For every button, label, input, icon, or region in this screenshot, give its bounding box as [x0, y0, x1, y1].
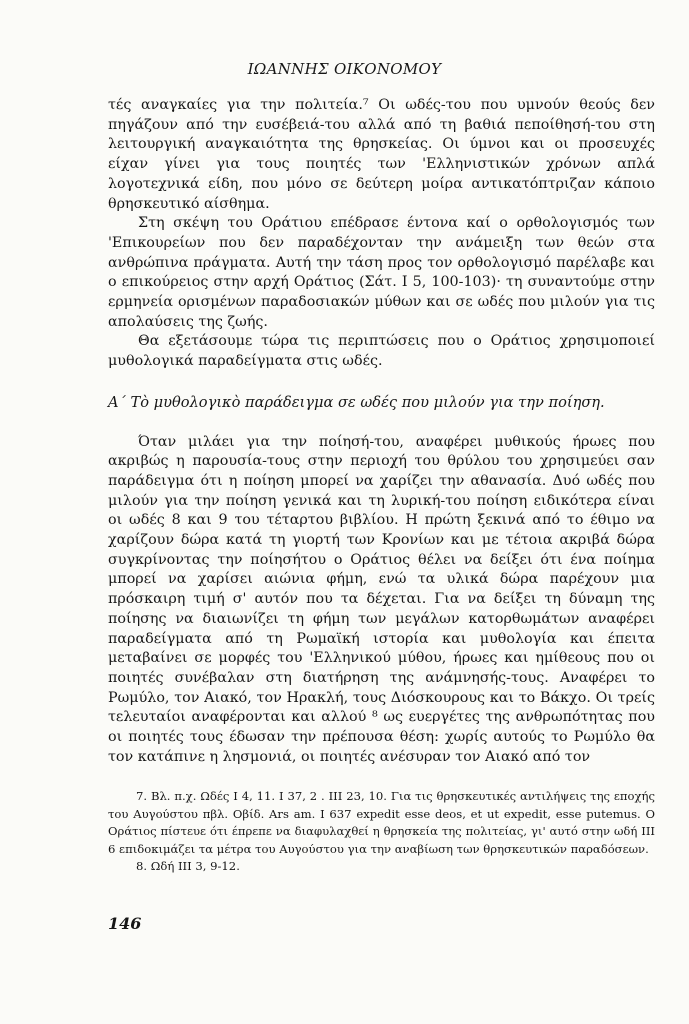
main-text [108, 96, 655, 768]
footnotes [108, 788, 655, 876]
section-heading: Α΄ Τὸ μυθολογικὸ παράδειγμα σε ωδές που μιλούν για την ποίηση. [108, 393, 605, 411]
page-number: 146 [108, 914, 142, 933]
footnote-8: 8. Ωδή ΙΙΙ 3, 9-12. [136, 859, 240, 873]
footnote-7: 7. Βλ. π.χ. Ωδές Ι 4, 11. Ι 37, 2 . ΙΙΙ 23, 10. Για τις θρησκευτικές αντιλήψεις της εποχής του Αυγούστου πβλ. Οβίδ. Ars am. Ι 637 expedit esse deos, et ut expedit, esse putemus. Ο Οράτιος πίστευε ότι έπρεπε να διαφυλαχθεί η θρησκεία της πολιτείας, γι' αυτό στην ωδή ΙΙΙ 6 επιδοκιμάζει τα μέτρα του Αυγούστου για την αναβίωση των θρησκευτικών παραδόσεων. [108, 789, 655, 856]
running-header-author: ΙΩΑΝΝΗΣ ΟΙΚΟΝΟΜΟΥ [247, 60, 442, 78]
paragraph: Θα εξετάσουμε τώρα τις περιπτώσεις που ο Οράτιος χρησιμοποιεί μυθολογικά παραδείγματα στις ωδές. [108, 333, 655, 370]
paragraph: Στη σκέψη του Οράτιου επέδρασε έντονα καί ο ορθολογισμός των 'Επικουρείων που δεν παραδέχονταν την ανάμειξη των θεών στα ανθρώπινα πράγματα. Αυτή την τάση προς τον ορθολογισμό παρέλαβε και ο επικούρειος στην αρχή Οράτιος (Σάτ. Ι 5, 100-103)· τη συναντούμε στην ερμηνεία ορισμένων παραδοσιακών μύθων και σε ωδές που μιλούν για τις απολαύσεις της ζωής. [108, 215, 655, 330]
paragraph: τές αναγκαίες για την πολιτεία.⁷ Οι ωδές-του που υμνούν θεούς δεν πηγάζουν από την ευσέβειά-του αλλά από τη βαθιά πεποίθησή-του στη λειτουργική αναγκαιότητα της θρησκείας. Οι ύμνοι και οι προσευχές είχαν γίνει για τους ποιητές των 'Ελληνιστικών χρόνων απλά λογοτεχνικά είδη, που μόνο σε δεύτερη μοίρα αντικατόπτριζαν κάποιο θρησκευτικό αίσθημα. [108, 97, 655, 212]
paragraph: Όταν μιλάει για την ποίησή-του, αναφέρει μυθικούς ήρωες που ακριβώς η παρουσία-τους στην περιοχή του θρύλου του χρησιμεύει σαν παράδειγμα ότι η ποίηση μπορεί να χαρίζει την αθανασία. Δυό ωδές που μιλούν για την ποίηση γενικά και τη λυρική-του ποίηση ειδικότερα είναι οι ωδές 8 και 9 του τέταρτου βιβλίου. Η πρώτη ξεκινά από το έθιμο να χαρίζουν δώρα κατά τη γιορτή των Κρονίων και με τέτοια ακριβά δώρα συγκρίνοντας την ποίησήτου ο Οράτιος θέλει να δείξει ότι ένα ποίημα μπορεί να χαρίσει αιώνια φήμη, ενώ τα υλικά δώρα παρέχουν μια πρόσκαιρη τιμή σ' αυτόν που τα δέχεται. Για να δείξει τη δύναμη της ποίησης να διαιωνίζει τη φήμη των μεγάλων κατορθωμάτων αναφέρει παραδείγματα από τη Ρωμαϊκή ιστορία και μυθολογία και έπειτα μεταβαίνει σε μορφές του 'Ελληνικού μύθου, ήρωες και ημίθεους που οι ποιητές συνέβαλαν στη διατήρηση της ανάμνησής-τους. Αναφέρει το Ρωμύλο, τον Αιακό, τον Ηρακλή, τους Διόσκουρους και το Βάκχο. Οι τρείς τελευταίοι αναφέρονται και αλλού ⁸ ως ευεργέτες της ανθρωπότητας που οι ποιητές τους έδωσαν την πρέπουσα θέση: χωρίς αυτούς το Ρωμύλο θα τον κατάπινε η λησμονιά, οι ποιητές ανέσυραν τον Αιακό από τον [108, 433, 655, 765]
